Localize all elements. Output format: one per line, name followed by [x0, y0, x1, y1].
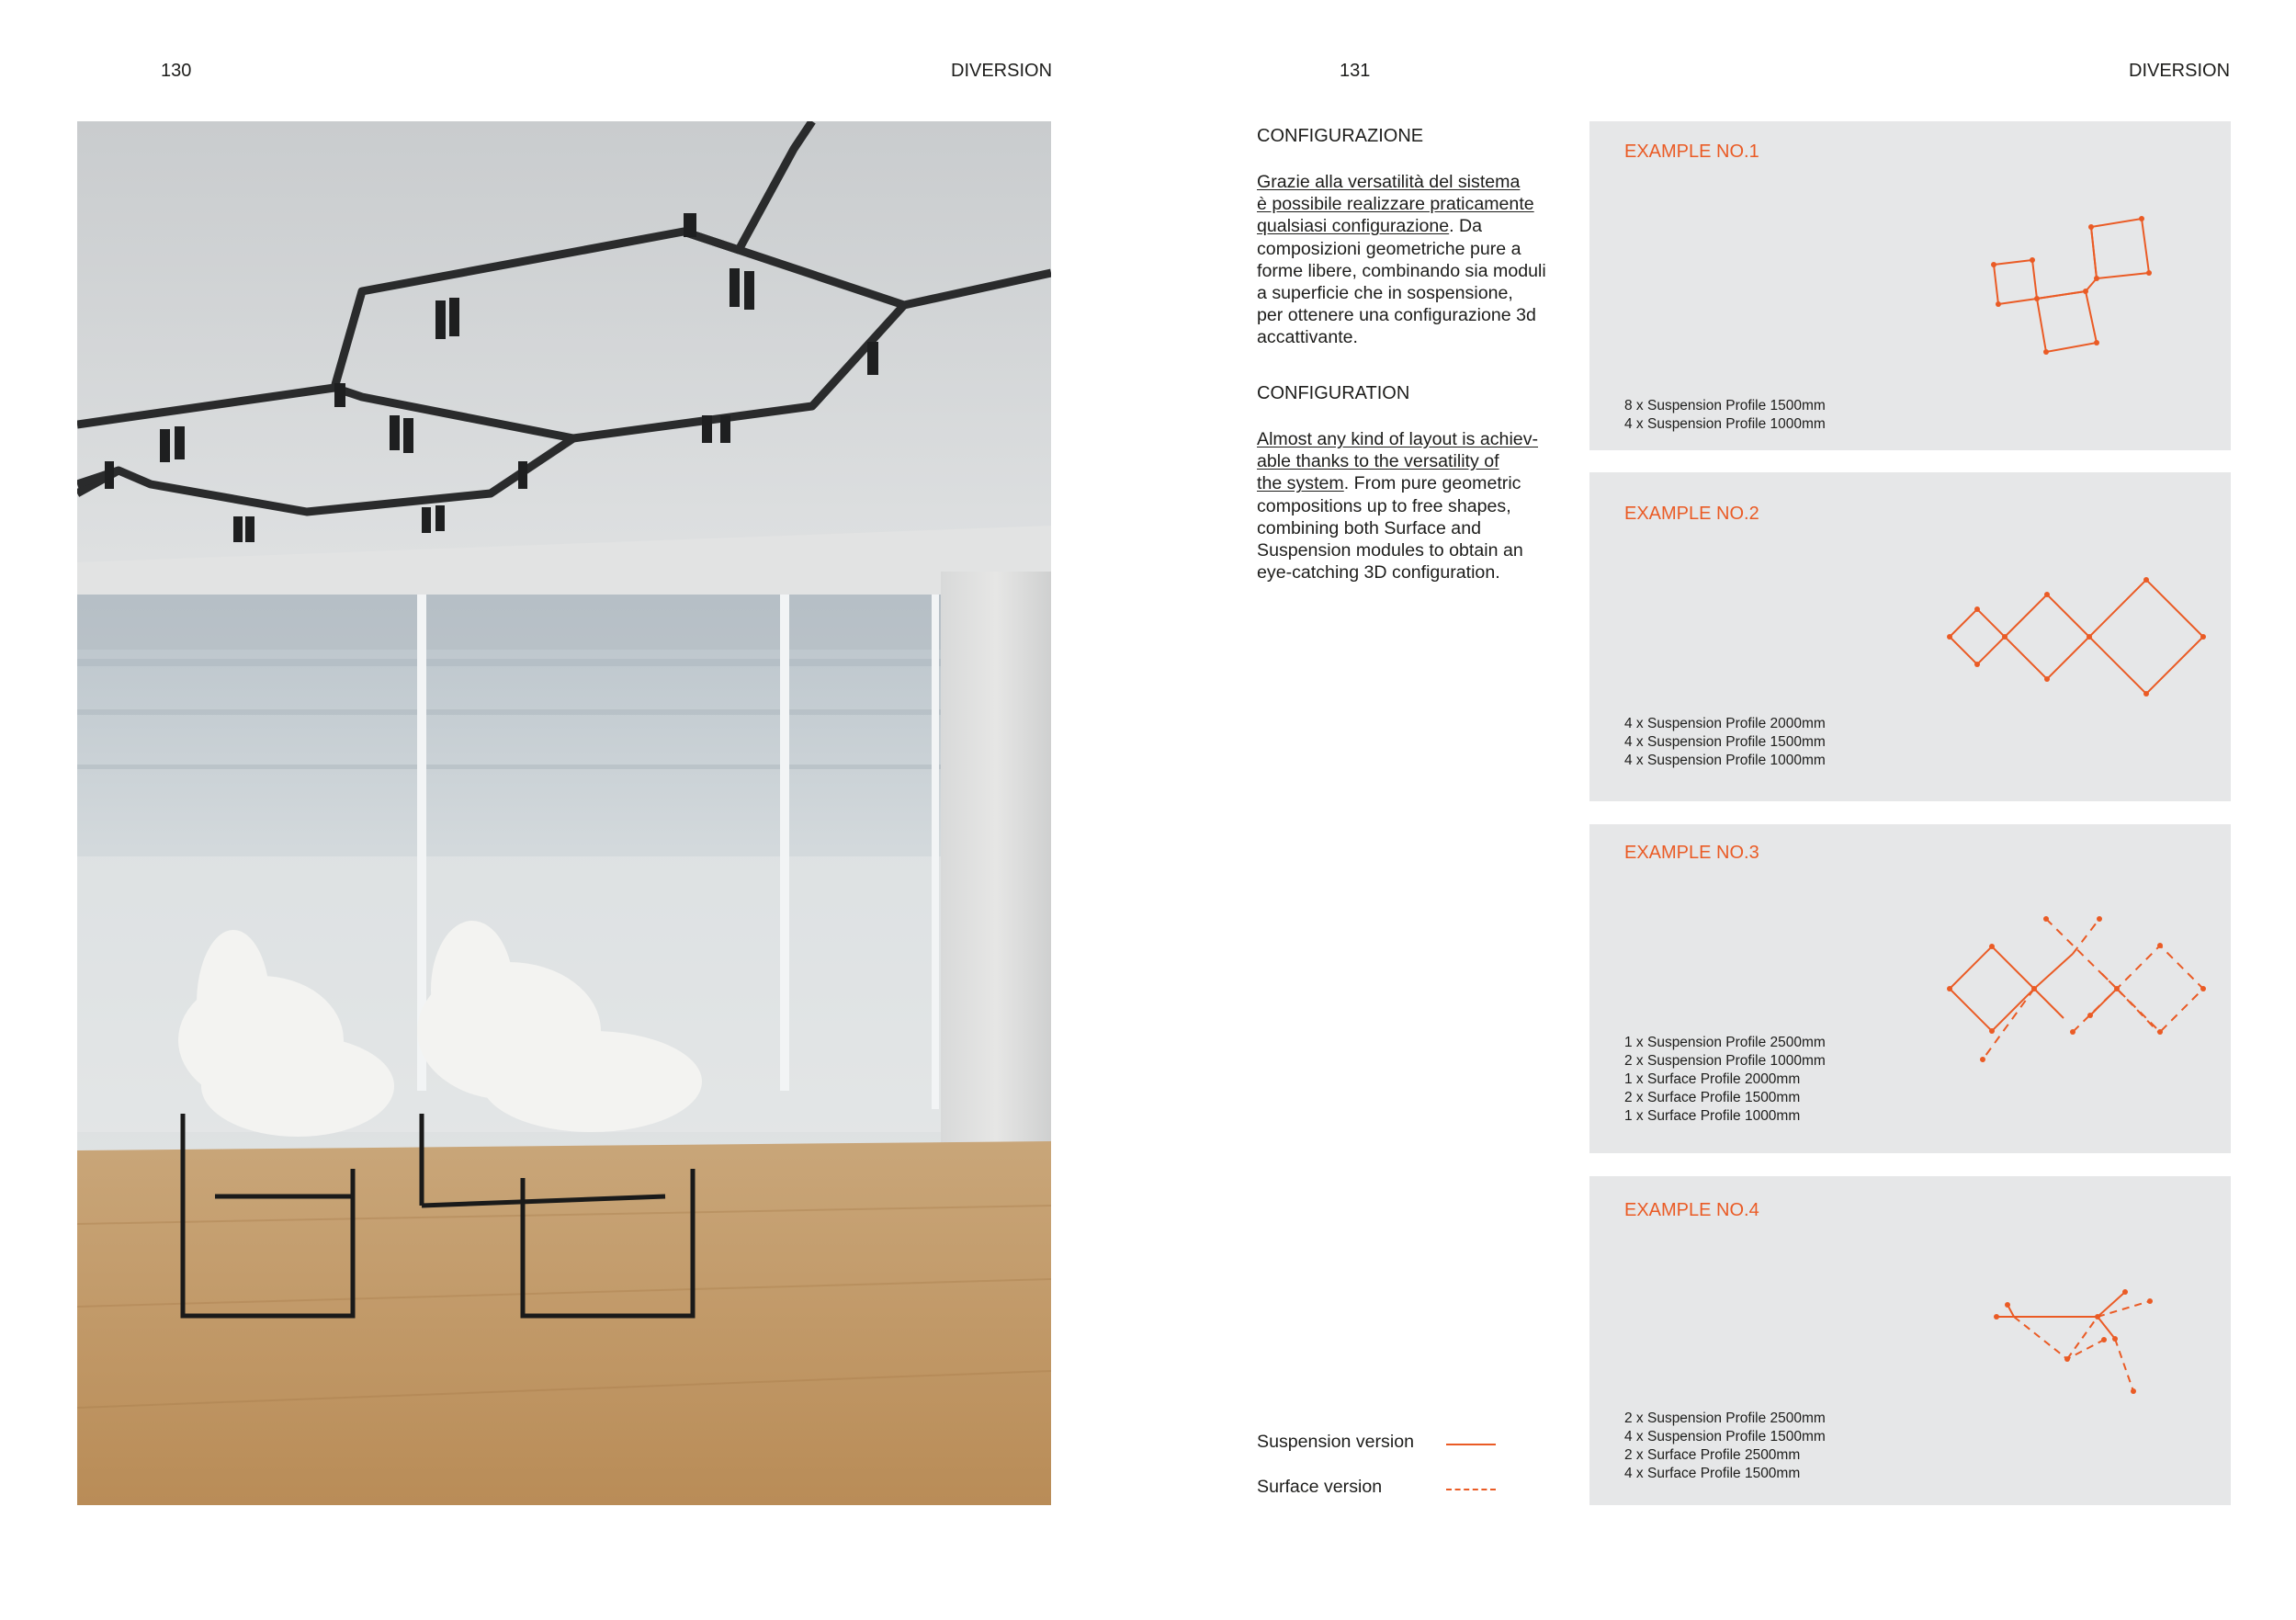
right-page-title: DIVERSION [2129, 61, 2231, 81]
english-underlined-line-3: the system [1257, 473, 1344, 494]
example-item: 4 x Suspension Profile 1000mm [1624, 416, 1826, 432]
example-items-2 [1624, 715, 1826, 770]
example-item: 4 x Suspension Profile 2000mm [1624, 716, 1826, 731]
right-page-number: 131 [1340, 61, 1371, 81]
english-underlined-line-2: able thanks to the versatility of [1257, 451, 1499, 472]
english-paragraph [1257, 428, 1569, 583]
example-title-1: EXAMPLE NO.1 [1624, 142, 1759, 162]
english-heading: CONFIGURATION [1257, 383, 1410, 403]
italian-line: forme libere, combinando sia moduli [1257, 260, 1546, 281]
example-panel-1 [1589, 121, 2231, 450]
italian-line-3-tail: . Da [1449, 216, 1483, 237]
italian-underlined-line-3: qualsiasi configurazione [1257, 216, 1450, 237]
example-item: 2 x Surface Profile 1500mm [1624, 1090, 1801, 1105]
italian-line: a superficie che in sospensione, [1257, 283, 1513, 304]
example-item: 2 x Suspension Profile 1000mm [1624, 1053, 1826, 1069]
interior-photo [77, 121, 1051, 1505]
english-line: combining both Surface and [1257, 517, 1481, 538]
english-line: compositions up to free shapes, [1257, 495, 1511, 516]
italian-heading: CONFIGURAZIONE [1257, 126, 1424, 146]
italian-underlined-line-2: è possibile realizzare praticamente [1257, 194, 1534, 215]
left-page-number: 130 [161, 61, 192, 81]
english-line: eye-catching 3D configuration. [1257, 562, 1500, 583]
example-item: 4 x Suspension Profile 1500mm [1624, 1429, 1826, 1444]
example-panel-4 [1589, 1176, 2231, 1505]
example-item: 2 x Suspension Profile 2500mm [1624, 1410, 1826, 1426]
example-item: 8 x Suspension Profile 1500mm [1624, 398, 1826, 413]
example-items-1 [1624, 397, 1826, 434]
italian-paragraph [1257, 171, 1569, 349]
italian-line: per ottenere una configurazione 3d [1257, 305, 1536, 326]
legend-suspension-label: Suspension version [1257, 1432, 1415, 1452]
example-item: 4 x Surface Profile 1500mm [1624, 1466, 1801, 1481]
legend-suspension-line [1446, 1444, 1496, 1445]
english-underlined-line-1: Almost any kind of layout is achiev- [1257, 429, 1539, 449]
example-item: 1 x Surface Profile 1000mm [1624, 1108, 1801, 1124]
legend-surface-label: Surface version [1257, 1477, 1383, 1497]
english-line-3-tail: . From pure geometric [1343, 473, 1521, 494]
example-title-4: EXAMPLE NO.4 [1624, 1200, 1759, 1220]
example-items-4 [1624, 1410, 1826, 1483]
italian-line: composizioni geometriche pure a [1257, 238, 1521, 259]
example-item: 1 x Suspension Profile 2500mm [1624, 1035, 1826, 1050]
left-page-title: DIVERSION [951, 61, 1053, 81]
example-title-3: EXAMPLE NO.3 [1624, 843, 1759, 863]
example-item: 2 x Surface Profile 2500mm [1624, 1447, 1801, 1463]
legend-surface-line [1446, 1489, 1496, 1490]
example-items-3 [1624, 1034, 1826, 1126]
english-line: Suspension modules to obtain an [1257, 540, 1523, 561]
example-panel-3 [1589, 824, 2231, 1153]
italian-underlined-line-1: Grazie alla versatilità del sistema [1257, 172, 1521, 192]
example-item: 4 x Suspension Profile 1500mm [1624, 734, 1826, 750]
example-item: 4 x Suspension Profile 1000mm [1624, 753, 1826, 768]
italian-line: accattivante. [1257, 327, 1359, 348]
example-title-2: EXAMPLE NO.2 [1624, 504, 1759, 524]
example-panel-2 [1589, 472, 2231, 801]
example-item: 1 x Surface Profile 2000mm [1624, 1071, 1801, 1087]
